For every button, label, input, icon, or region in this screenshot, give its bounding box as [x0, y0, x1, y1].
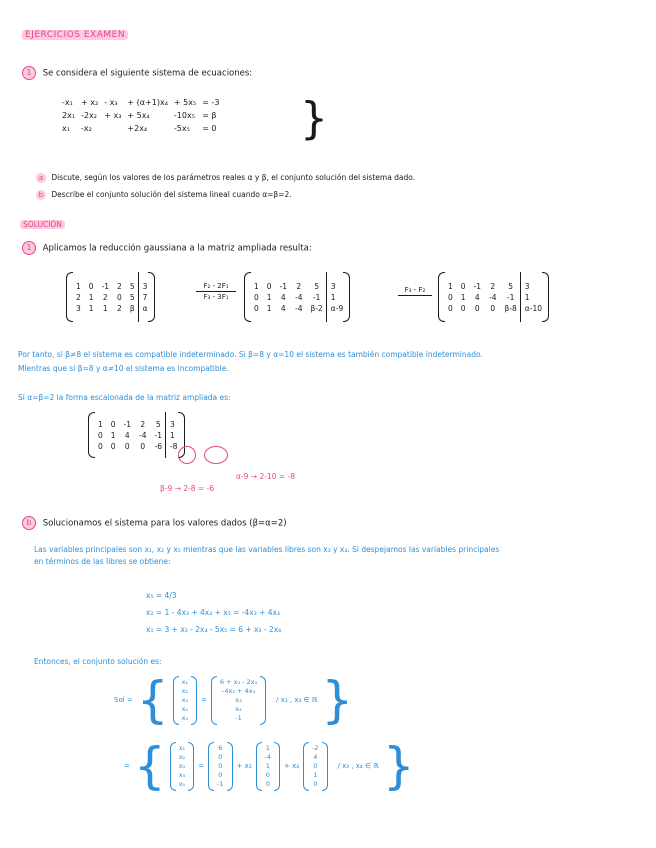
solution-title-text: SOLUCIÓN	[20, 220, 65, 229]
vector-entry: 4	[313, 752, 318, 761]
row-op-2-label: F₃ - F₂	[404, 286, 426, 294]
matrix-4	[88, 412, 185, 458]
matrix-aug-entry: 1	[524, 292, 530, 302]
matrix-entry: 5	[155, 419, 161, 429]
matrix-entry: 0	[460, 281, 466, 291]
matrix-entry: β-2	[310, 303, 323, 313]
matrix-augmented-column	[326, 272, 343, 322]
matrix-entry: 0	[448, 303, 453, 313]
vector-entry: x₄	[181, 704, 189, 713]
vector-entry: 0	[313, 779, 318, 788]
matrix-entry: 0	[254, 292, 259, 302]
matrix-3	[438, 272, 549, 322]
matrix-entry: 3	[76, 303, 81, 313]
set-close-brace-2: }	[382, 737, 415, 795]
part-a-text: Discute, según los valores de los parámetros reales α y β, el conjunto solución del sistema dado.	[51, 173, 416, 182]
vector-right-paren	[188, 742, 194, 791]
page-title-text: EJERCICIOS EXAMEN	[22, 30, 128, 40]
matrix-entry: 1	[88, 292, 94, 302]
matrix-entry: 0	[460, 303, 466, 313]
matrix-entry: 1	[88, 303, 94, 313]
coef-x4: + x₄	[284, 762, 300, 770]
matrix-entry: 2	[140, 419, 146, 429]
solution-title	[20, 220, 65, 229]
matrix-left-bracket	[66, 272, 73, 322]
matrix-entry: 2	[76, 292, 81, 302]
matrix-aug-entry: 7	[142, 292, 148, 302]
solution-equation: x₂ = 1 - 4x₃ + 4x₄ + x₅ = -4x₃ + 4x₄	[146, 608, 280, 617]
condition-text: / x₃ , x₄ ∈ ℝ	[276, 696, 318, 704]
row-op-1-top: F₂ - 2F₁	[203, 282, 229, 290]
matrix-body	[95, 412, 165, 458]
part2-text-2: en términos de las libres se obtiene:	[34, 557, 171, 566]
matrix-entry: 2	[117, 281, 122, 291]
matrix-entry: 0	[140, 441, 146, 451]
matrix-entry: 1	[254, 281, 259, 291]
part-b-badge: b	[36, 190, 46, 200]
condition-text-2: / x₃ , x₄ ∈ ℝ	[337, 762, 379, 770]
row-op-1	[196, 282, 236, 301]
matrix-left-bracket	[244, 272, 251, 322]
vector-entry: x₄	[178, 770, 186, 779]
vector-entry: x₁	[178, 743, 186, 752]
matrix-entry: β-8	[504, 303, 517, 313]
matrix-entry: -1	[473, 281, 482, 291]
note-alpha: α-9 → 2-10 = -8	[236, 472, 296, 481]
vector-right-paren	[274, 742, 280, 791]
matrix-entry: 0	[110, 419, 116, 429]
system-brace: }	[300, 93, 328, 144]
matrix-entry: 5	[129, 292, 135, 302]
vector-entry: -1	[235, 713, 242, 722]
matrix-left-bracket	[88, 412, 95, 458]
vector-entry: x₄	[235, 704, 242, 713]
solution-equation: x₁ = 3 + x₃ - 2x₄ - 5x₅ = 6 + x₃ - 2x₄	[146, 625, 282, 634]
matrix-aug-entry: 3	[524, 281, 530, 291]
equation-term: + 5x₄	[127, 111, 150, 120]
sol-label: Sol =	[114, 696, 133, 704]
vector-entry: x₅	[178, 779, 186, 788]
problem-statement-text: Se considera el siguiente sistema de ecuaciones:	[42, 68, 253, 79]
equation-term: + (α+1)x₄	[127, 98, 168, 107]
vector-entry: 0	[218, 770, 223, 779]
matrix-entry: -1	[312, 292, 321, 302]
matrix-entry: 0	[98, 430, 103, 440]
matrix-entry: 5	[129, 281, 135, 291]
solution-equations	[146, 587, 281, 638]
equation-term: x₁	[62, 124, 70, 133]
vector-right-paren	[322, 742, 328, 791]
set-open-brace-2: {	[133, 737, 166, 795]
vector-entry: x₃	[178, 761, 186, 770]
matrix-entry: 0	[98, 441, 103, 451]
equation-term: + x₃	[104, 111, 122, 120]
equation-term: -5x₅	[173, 124, 190, 133]
matrix-aug-entry: α	[142, 303, 148, 313]
equation-row	[62, 122, 225, 135]
matrix-entry: 1	[266, 303, 272, 313]
matrix-aug-entry: 1	[330, 292, 336, 302]
vector-entry: x₃	[235, 695, 242, 704]
equation-term: + x₂	[81, 98, 99, 107]
vector-entry: 0	[218, 752, 223, 761]
matrix-entry: β	[129, 303, 135, 313]
matrix-entry: 1	[102, 303, 108, 313]
matrix-entry: 0	[266, 281, 272, 291]
arrow-line	[196, 291, 236, 292]
matrix-2	[244, 272, 350, 322]
note-beta: β-9 → 2-8 = -6	[160, 484, 215, 493]
matrix-entry: 1	[110, 430, 116, 440]
matrix-entry: 0	[117, 292, 122, 302]
matrix-entry: 1	[76, 281, 81, 291]
then-text: Entonces, el conjunto solución es:	[34, 657, 162, 666]
matrix-entry: 4	[124, 430, 130, 440]
matrix-augmented-column	[165, 412, 177, 458]
matrix-entry: 4	[474, 292, 480, 302]
vector-entry: 0	[265, 770, 270, 779]
matrix-aug-entry: 3	[142, 281, 148, 291]
matrix-aug-entry: -8	[170, 441, 178, 451]
vector-entry: x₁	[181, 677, 189, 686]
matrix-aug-entry: 3	[330, 281, 336, 291]
matrix-aug-entry: α-10	[524, 303, 542, 313]
matrix-entry: 0	[448, 292, 453, 302]
variables-vector-2	[170, 742, 194, 791]
vector-right-paren	[227, 742, 233, 791]
coef-x3: + x₃	[236, 762, 252, 770]
matrix-right-bracket	[343, 272, 350, 322]
matrix-right-bracket	[148, 272, 155, 322]
vector-entry: x₃	[181, 695, 189, 704]
equals-sign-3: =	[198, 762, 205, 770]
vector-entry: 0	[313, 761, 318, 770]
row-op-2	[398, 286, 432, 297]
vector-entry: x₅	[181, 713, 189, 722]
highlight-circle-beta	[178, 446, 196, 464]
equation-term: -2x₂	[81, 111, 97, 120]
matrix-augmented-column	[520, 272, 542, 322]
conclusion-2: Mientras que si β=8 y α≠10 el sistema es incompatible.	[18, 364, 229, 373]
matrix-entry: -1	[123, 419, 132, 429]
part-a-badge: a	[36, 173, 46, 183]
equation-row	[62, 96, 225, 109]
part-b-statement	[36, 190, 292, 200]
set-open-brace: {	[136, 671, 169, 729]
vector-entry: x₂	[181, 686, 189, 695]
part1-intro-text: Aplicamos la reducción gaussiana a la matriz ampliada resulta:	[42, 243, 312, 254]
matrix-augmented-column	[138, 272, 148, 322]
vector-entry: 1	[313, 770, 318, 779]
matrix-entry: -4	[295, 292, 303, 302]
problem-number-badge: 1	[22, 66, 36, 80]
vector-entry: 0	[265, 779, 270, 788]
solution-equation: x₅ = 4/3	[146, 591, 177, 600]
matrix-entry: 1	[98, 419, 103, 429]
matrix-entry: -1	[506, 292, 515, 302]
matrix-entry: 2	[102, 292, 108, 302]
matrix-entry: 2	[117, 303, 122, 313]
part2-badge: b	[22, 516, 36, 530]
page-title	[22, 30, 128, 40]
equation-system	[62, 96, 225, 135]
matrix-entry: 0	[490, 303, 496, 313]
vector-entries	[217, 676, 260, 725]
equation-term	[104, 122, 127, 135]
matrix-aug-entry: α-9	[330, 303, 344, 313]
variables-vector	[173, 676, 197, 725]
matrix-entry: 4	[280, 292, 286, 302]
case-intro: Si α=β=2 la forma escalonada de la matriz ampliada es:	[18, 393, 231, 402]
equals-sign-2: =	[124, 762, 130, 770]
equation-term: -x₁	[62, 98, 73, 107]
matrix-entry: 0	[474, 303, 480, 313]
matrix-entry: -1	[101, 281, 110, 291]
equation-term: -x₂	[81, 124, 92, 133]
matrix-entry: 1	[448, 281, 453, 291]
parametric-solution	[124, 732, 415, 800]
equation-term: +2x₄	[127, 124, 148, 133]
equals-sign: =	[201, 696, 207, 704]
x4-direction-vector	[303, 742, 327, 791]
matrix-entry: 0	[88, 281, 94, 291]
matrix-entry: 5	[508, 281, 514, 291]
vector-entry: 0	[218, 761, 223, 770]
matrix-entry: 0	[254, 303, 259, 313]
vector-entry: 6	[218, 743, 223, 752]
equation-term: - x₃	[104, 98, 118, 107]
vector-entry: 6 + x₃ - 2x₄	[219, 677, 258, 686]
vector-right-paren	[260, 676, 266, 725]
matrix-entry: -4	[139, 430, 147, 440]
problem-statement	[22, 66, 252, 80]
matrix-entry: 0	[124, 441, 130, 451]
part2-intro	[22, 516, 287, 530]
vector-entry: -1	[217, 779, 224, 788]
arrow-line	[398, 295, 432, 296]
vector-entry: 1	[265, 743, 270, 752]
part2-text-1: Las variables principales son x₁, x₂ y x₅ mientras que las variables libres son x₃ y x₄. Si despejamos las variables principales	[34, 545, 500, 554]
general-solution	[114, 666, 353, 734]
part1-intro	[22, 241, 312, 255]
matrix-entry: 2	[296, 281, 302, 291]
row-op-1-bottom: F₃ - 3F₁	[203, 293, 229, 301]
vector-entries	[179, 676, 191, 725]
matrix-aug-entry: 3	[170, 419, 175, 429]
vector-entry: x₂	[178, 752, 186, 761]
matrix-entry: 1	[266, 292, 272, 302]
matrix-right-bracket	[542, 272, 549, 322]
part1-badge: 1	[22, 241, 36, 255]
matrix-left-bracket	[438, 272, 445, 322]
general-vector	[211, 676, 266, 725]
vector-entry: -4x₃ + 4x₄	[221, 686, 256, 695]
matrix-entry: -6	[154, 441, 163, 451]
vector-entries	[176, 742, 188, 791]
matrix-entry: 2	[490, 281, 496, 291]
matrix-entry: -4	[295, 303, 303, 313]
matrix-entry: 1	[460, 292, 466, 302]
vector-entries	[309, 742, 321, 791]
matrix-body	[251, 272, 326, 322]
matrix-entry: -4	[489, 292, 497, 302]
highlight-circle-alpha	[204, 446, 228, 464]
equation-term: 2x₁	[62, 111, 76, 120]
part-a-statement	[36, 173, 415, 183]
matrix-entry: -1	[279, 281, 288, 291]
matrix-body	[445, 272, 520, 322]
matrix-entry: 0	[110, 441, 116, 451]
equation-row	[62, 109, 225, 122]
part2-intro-text: Solucionamos el sistema para los valores dados (β=α=2)	[42, 518, 287, 529]
vector-entry: -4	[264, 752, 272, 761]
equation-term: -10x₅	[173, 111, 195, 120]
equation-term: = -3	[202, 98, 220, 107]
matrix-aug-entry: 1	[170, 430, 175, 440]
x3-direction-vector	[256, 742, 280, 791]
equation-term: = β	[202, 111, 217, 120]
equation-term: = 0	[202, 124, 217, 133]
set-close-brace: }	[321, 671, 354, 729]
matrix-1	[66, 272, 155, 322]
vector-entries	[214, 742, 226, 791]
vector-right-paren	[191, 676, 197, 725]
matrix-entry: 5	[314, 281, 320, 291]
vector-entries	[262, 742, 274, 791]
equation-term: + 5x₅	[173, 98, 197, 107]
part-b-text: Describe el conjunto solución del sistema lineal cuando α=β=2.	[51, 190, 292, 199]
vector-entry: 1	[265, 761, 270, 770]
vector-entry: -2	[312, 743, 319, 752]
matrix-entry: 4	[280, 303, 286, 313]
matrix-body	[73, 272, 138, 322]
conclusion-1: Por tanto, si β≠8 el sistema es compatible indeterminado. Si β=8 y α=10 el sistema es también compatible indeterminado.	[18, 350, 483, 359]
matrix-entry: -1	[154, 430, 163, 440]
particular-vector	[208, 742, 232, 791]
